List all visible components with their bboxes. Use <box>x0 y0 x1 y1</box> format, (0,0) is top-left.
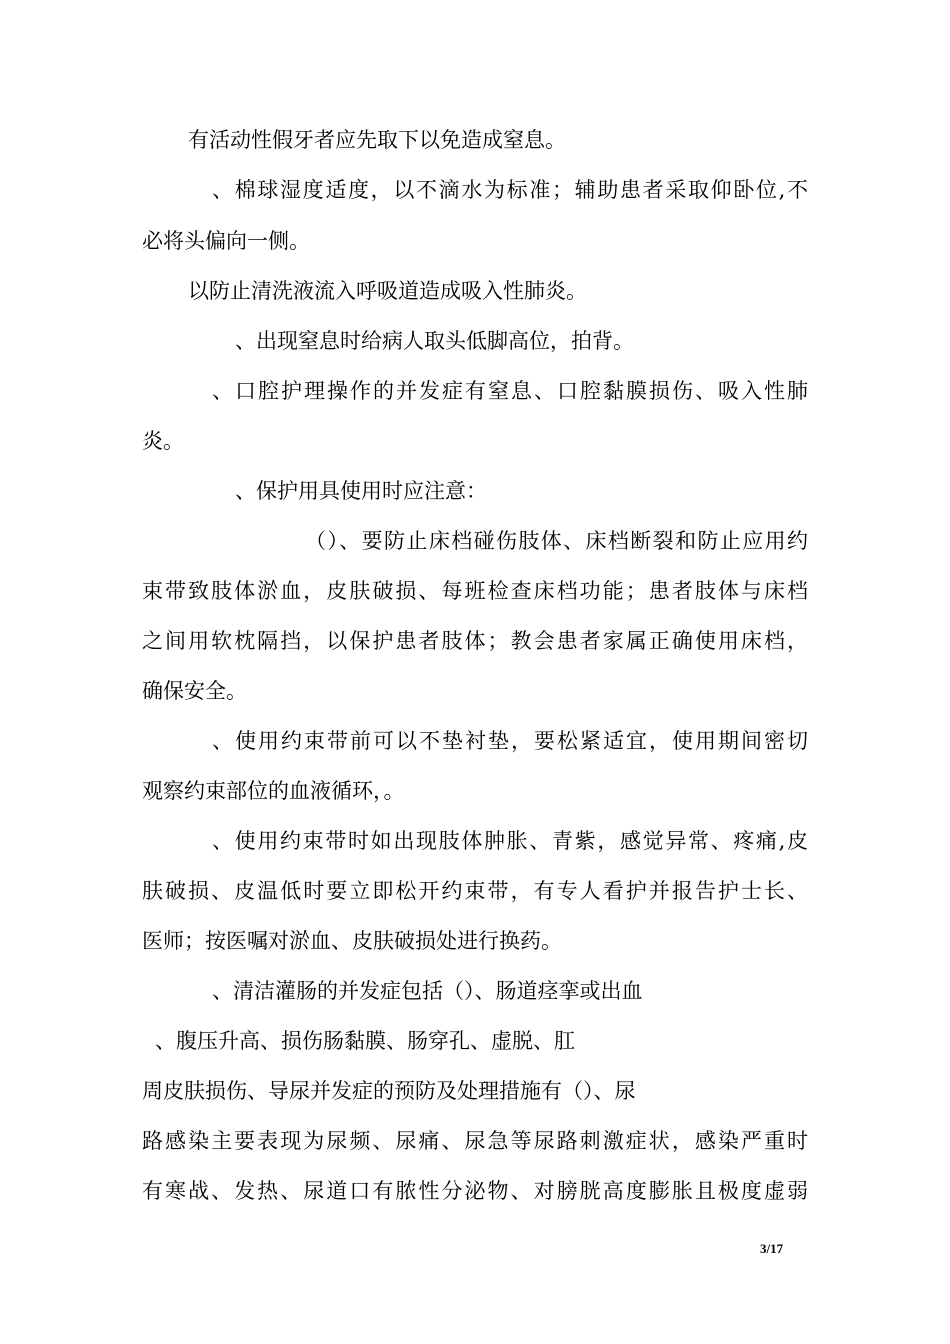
text-line-1: 有活动性假牙者应先取下以免造成窒息。 <box>188 128 566 152</box>
text-line-8: 、保护用具使用时应注意： <box>235 479 487 503</box>
text-line-15: 、使用约束带时如出现肢体肿胀、青紫，感觉异常、疼痛,皮 <box>212 829 808 853</box>
text-line-19: 、腹压升高、损伤肠黏膜、肠穿孔、虚脱、肛 <box>155 1029 575 1053</box>
text-line-9: （）、要防止床档碰伤肢体、床档断裂和防止应用约 <box>305 529 808 553</box>
text-line-7: 炎。 <box>142 429 184 453</box>
text-line-20: 周皮肤损伤、导尿并发症的预防及处理措施有（）、尿 <box>142 1079 636 1103</box>
page-number: 3/17 <box>760 1241 784 1256</box>
text-line-18: 、清洁灌肠的并发症包括（）、肠道痉挛或出血 <box>212 979 643 1003</box>
text-line-11: 之间用软枕隔挡，以保护患者肢体；教会患者家属正确使用床档， <box>142 629 808 653</box>
text-line-5: 、出现窒息时给病人取头低脚高位，拍背。 <box>235 329 634 353</box>
text-line-10: 束带致肢体淤血，皮肤破损、每班检查床档功能；患者肢体与床档 <box>142 579 808 603</box>
text-line-14: 观察约束部位的血液循环，。 <box>142 779 405 803</box>
text-line-17: 医师；按医嘱对淤血、皮肤破损处进行换药。 <box>142 929 562 953</box>
text-line-21: 路感染主要表现为尿频、尿痛、尿急等尿路刺激症状，感染严重时 <box>142 1129 808 1153</box>
text-line-16: 肤破损、皮温低时要立即松开约束带，有专人看护并报告护士长、 <box>142 879 808 903</box>
text-line-4: 以防止清洗液流入呼吸道造成吸入性肺炎。 <box>188 279 587 303</box>
text-line-6: 、口腔护理操作的并发症有窒息、口腔黏膜损伤、吸入性肺 <box>212 379 808 403</box>
text-line-3: 必将头偏向一侧。 <box>142 229 310 253</box>
text-line-13: 、使用约束带前可以不垫衬垫，要松紧适宜，使用期间密切 <box>212 729 808 753</box>
text-line-2: 、棉球湿度适度，以不滴水为标准；辅助患者采取仰卧位,不 <box>212 178 808 202</box>
text-line-22: 有寒战、发热、尿道口有脓性分泌物、对膀胱高度膨胀且极度虚弱 <box>142 1179 808 1203</box>
text-line-12: 确保安全。 <box>142 679 247 703</box>
